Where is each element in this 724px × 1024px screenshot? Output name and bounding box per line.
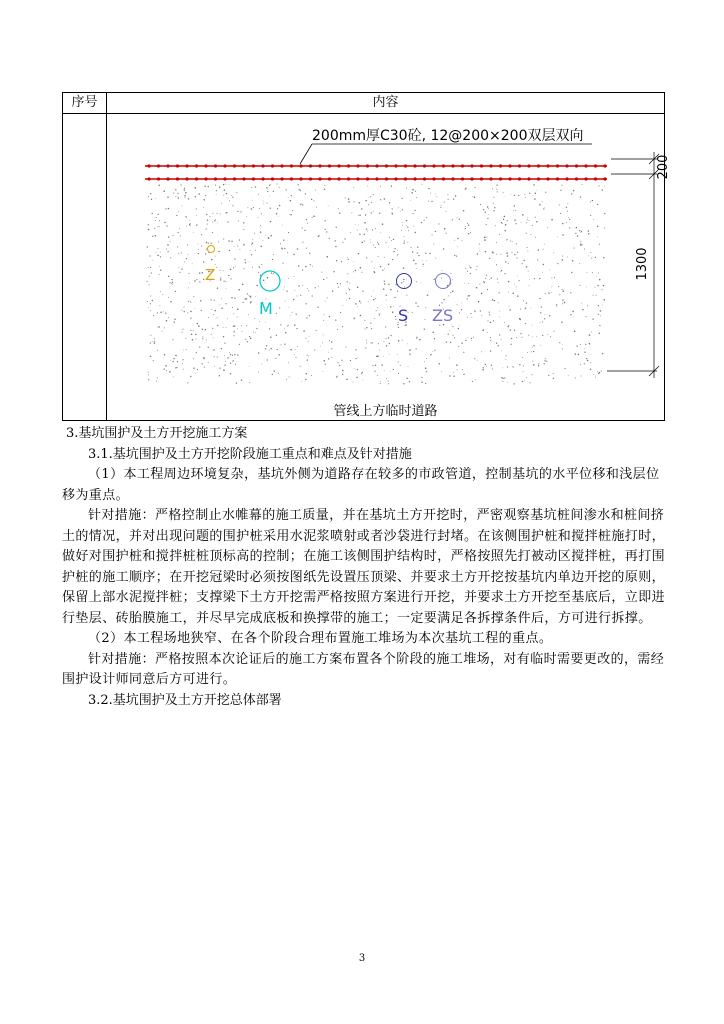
dim-1300-label: 1300 xyxy=(635,247,650,281)
leader-arrow-line xyxy=(300,144,312,164)
dim-200-label: 200 xyxy=(656,154,671,180)
page-number: 3 xyxy=(358,953,366,964)
pipe-m-label: M xyxy=(259,299,273,318)
table-header-row xyxy=(63,93,664,114)
paragraph-4: 针对措施：严格按照本次论证后的施工方案布置各个阶段的施工堆场，对有临时需要更改的，需经围护设计师同意后方可进行。 xyxy=(62,651,665,687)
section-3-2-title: 3.2.基坑围护及土方开挖总体部署 xyxy=(88,692,282,708)
paragraph-3: （2）本工程场地狭窄、在各个阶段合理布置施工堆场为本次基坑工程的重点。 xyxy=(88,631,553,646)
content-table xyxy=(62,92,671,421)
pipe-z-label: Z xyxy=(205,266,216,284)
diagram-caption: 管线上方临时道路 xyxy=(333,404,438,419)
pipe-z-circle xyxy=(208,246,215,253)
body-text xyxy=(62,424,666,711)
pipe-s-label: S xyxy=(398,306,409,325)
header-content: 内容 xyxy=(372,95,399,110)
paragraph-2: 针对措施：严格控制止水帷幕的施工质量，并在基坑土方开挖时，严密观察基坑桩间渗水和桩间挤土的情况，并对出现问题的围护桩采用水泥浆喷射或者沙袋进行封堵。在该侧围护桩和搅拌桩施打时，做好对围护桩和搅拌桩桩顶标高的控制；在施工该侧围护结构时，严格按照先打被动区搅拌桩，再打围护桩的施工顺序；在开挖冠梁时必须按图纸先设置压顶梁、并要求土方开挖按基坑内单边开挖的原则，保留上部水泥搅拌桩；支撑梁下土方开挖需严格按照方案进行开挖，并要求土方开挖至基底后，立即进行垫层、砖胎膜施工，并尽早完成底板和换撑带的施工；一定要满足各拆撑条件后，方可进行拆撑。 xyxy=(62,508,666,626)
paragraph-1: （1）本工程周边环境复杂，基坑外侧为道路存在较多的市政管道，控制基坑的水平位移和浅层位移为重点。 xyxy=(62,467,660,503)
cross-section-drawing xyxy=(107,114,671,400)
pipe-zs-label: ZS xyxy=(432,306,454,325)
pipe-zs-circle xyxy=(436,274,451,289)
soil-fill-texture xyxy=(147,183,606,384)
slab-spec-label: 200mm厚C30砼, 12@200×200双层双向 xyxy=(312,128,584,144)
pipe-m-circle xyxy=(260,271,280,291)
section-3-1-title: 3.1.基坑围护及土方开挖阶段施工重点和难点及针对措施 xyxy=(88,446,412,462)
pipe-s-circle xyxy=(397,274,412,289)
pipeline-road-diagram xyxy=(107,114,671,420)
header-serial-number: 序号 xyxy=(71,95,98,110)
rebar-dots xyxy=(147,164,606,180)
section-3-title: 3.基坑围护及土方开挖施工方案 xyxy=(66,426,248,441)
